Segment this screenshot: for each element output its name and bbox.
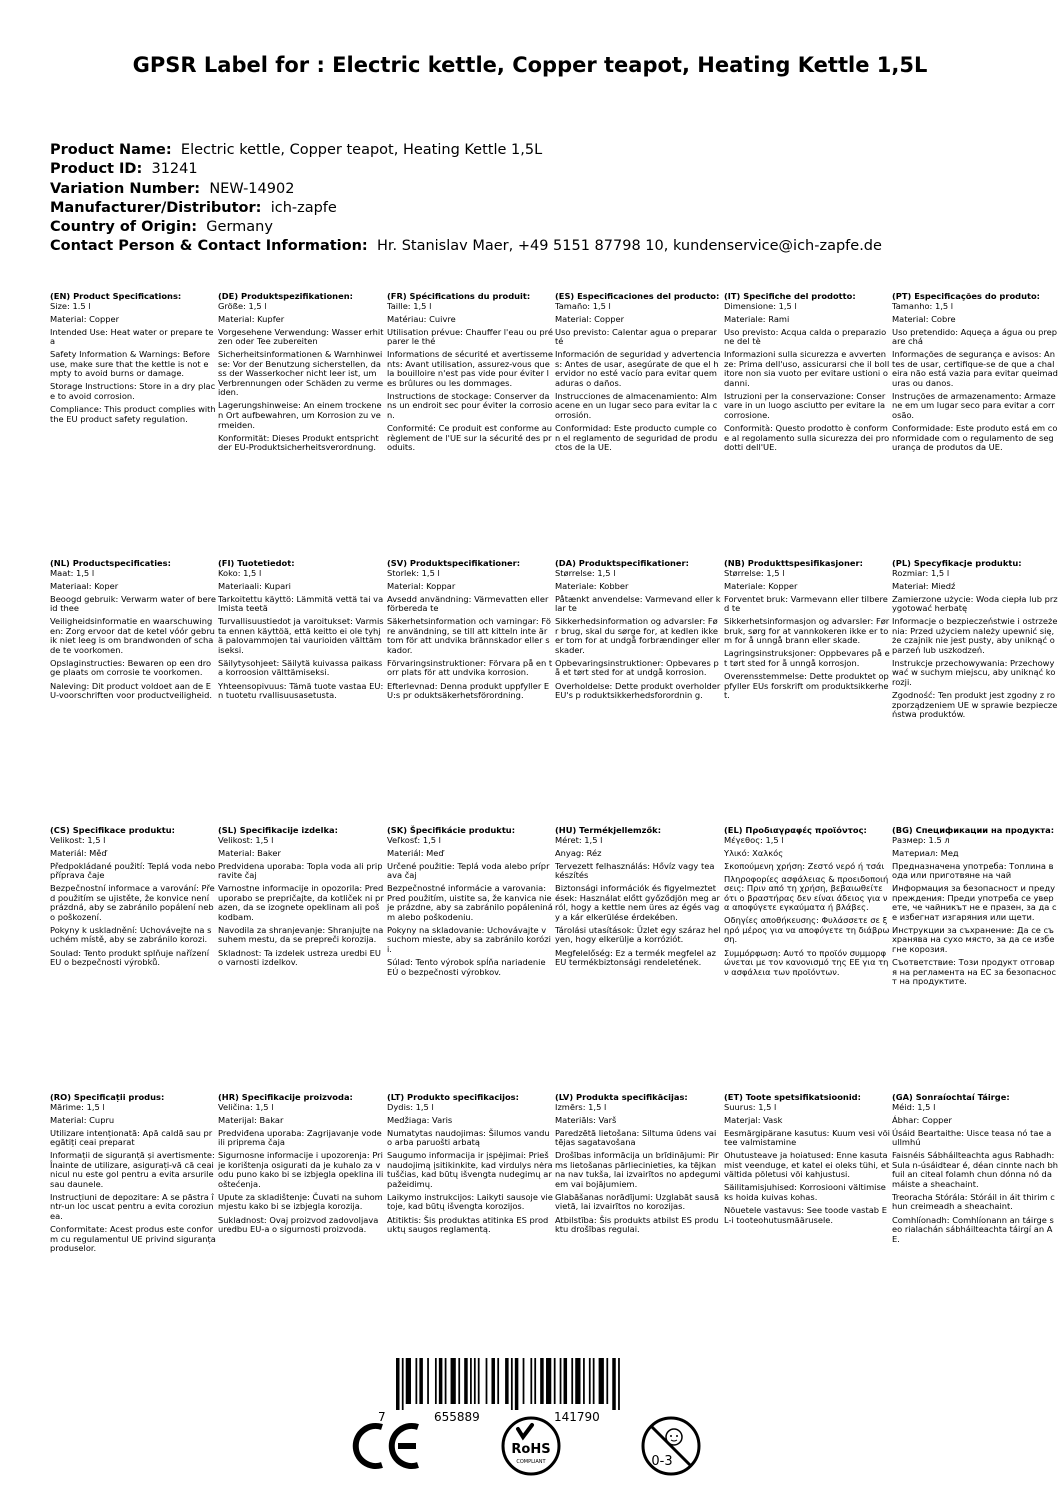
spec-heading: (DE) Produktspezifikationen: [218,291,353,301]
spec-line: Tárolási utasítások: Üzlet egy száraz helyen, hogy elkerülje a korróziót. [555,924,721,945]
spec-line: Съответствие: Този продукт отговаря на регламента на ЕС за безопасност на продуктите. [892,957,1057,987]
spec-block [724,826,890,977]
spec-line: Materiale: Rami [724,313,790,324]
barcode-bar [491,1358,495,1404]
spec-line: Matériau: Cuivre [387,313,456,324]
barcode-bar [396,1358,400,1410]
spec-line: Οδηγίες αποθήκευσης: Φυλάσσετε σε ξηρό μέρος για να αποφύγετε τη διάβρωση. [724,915,890,945]
barcode-bar [593,1358,595,1404]
spec-line: Tervezett felhasználás: Hővíz vagy tea készítés [555,860,715,881]
spec-block [218,559,384,701]
spec-block [50,559,216,701]
spec-line: Megfelelőség: Ez a termék megfelel az EU termékbiztonsági rendeletének. [555,947,716,968]
spec-line: Yhteensopivuus: Tämä tuote vastaa EU:n tuotetu rvallisuusasetusta. [218,680,384,701]
spec-line: Suurus: 1,5 l [724,1101,777,1112]
spec-line: Dydis: 1,5 l [387,1101,434,1112]
spec-heading: (SL) Specifikacije izdelka: [218,825,338,835]
spec-line: Materijal: Bakar [218,1114,284,1125]
info-row-country [50,218,1050,237]
barcode-bar [464,1358,468,1404]
spec-line: Pokyny na skladovanie: Uchovávajte v suchom mieste, aby sa zabránilo korózii. [387,924,551,955]
barcode-bar [439,1358,443,1404]
spec-line: Tamanho: 1,5 l [892,300,954,311]
barcode-bar [451,1358,456,1404]
barcode-bar [419,1358,423,1404]
barcode-bar [583,1358,585,1404]
spec-line: Material: Kupfer [218,313,285,324]
info-value: Germany [206,219,273,236]
spec-line: Biztonsági információk és figyelmeztetések: Használat előtt győződjön meg arról, hogy a kettle nem üres az égés vagy a kár elkerülése érdekében. [555,883,720,922]
barcode-bar [470,1358,472,1404]
barcode-bar [523,1358,525,1404]
spec-line: Varnostne informacije in opozorila: Pred uporabo se prepričajte, da kotliček ni prazen, da se izognete opeklinam ali poškodbam. [218,883,384,922]
spec-heading: (RO) Specificații produs: [50,1092,165,1102]
spec-line: Informações de segurança e avisos: Antes de usar, certifique-se de que a chaleira não está vazia para evitar queimaduras ou danos. [892,349,1058,388]
spec-block [892,559,1058,720]
spec-line: Forventet bruk: Varmevann eller tilbered te [724,593,888,614]
spec-block [892,826,1058,987]
spec-block [724,292,890,453]
spec-heading: (PT) Especificações do produto: [892,291,1040,301]
barcode-bar [530,1358,532,1404]
spec-line: Conformidade: Este produto está em conformidade com o regulamento de segurança de produtos da UE. [892,423,1058,453]
spec-block [892,1093,1058,1244]
barcode-bar [618,1358,620,1410]
spec-line: Předpokládané použití: Teplá voda nebo příprava čaje [50,860,216,881]
spec-line: Instrucțiuni de depozitare: A se păstra într-un loc uscat pentru a evita coroziunea. [50,1191,214,1222]
spec-line: Συμμόρφωση: Αυτό το προϊόν συμμορφώνεται με τον κανονισμό της ΕΕ για την ασφάλεια των προϊόντων. [724,947,889,977]
barcode-bar [571,1358,573,1404]
spec-line: Úsáid Beartaithe: Uisce teasa nó tae a ullmhú [892,1127,1052,1148]
spec-line: Beoogd gebruik: Verwarm water of bereid thee [50,593,216,614]
info-row-contact [50,237,1050,256]
spec-line: Materiál: Měď [50,847,107,858]
spec-line: Intended Use: Heat water or prepare tea [50,326,214,347]
barcode-bar [554,1358,556,1404]
spec-line: Utilisation prévue: Chauffer l'eau ou préparer le thé [387,326,553,347]
barcode-bar [575,1358,580,1404]
info-label: Product ID: [50,161,143,178]
ce-mark-icon [352,1421,422,1471]
barcode-bar [534,1358,536,1404]
barcode-digits-left: 655889 [434,1410,480,1424]
barcode-bar [560,1358,562,1404]
spec-line: Comhlíonadh: Comhlíonann an táirge seo rialachán sábháilteachta táirgí an AE. [892,1214,1054,1244]
spec-line: Méid: 1,5 l [892,1101,936,1112]
spec-heading: (SK) Špecifikácie produktu: [387,825,516,835]
spec-line: Méret: 1,5 l [555,834,603,845]
spec-block [50,1093,216,1254]
spec-line: Instructions de stockage: Conserver dans un endroit sec pour éviter la corrosion. [387,390,553,421]
spec-block [218,1093,384,1235]
spec-line: Koko: 1,5 l [218,567,262,578]
spec-line: Materiaali: Kupari [218,580,291,591]
spec-heading: (SV) Produktspecifikationer: [387,558,521,568]
spec-line: Size: 1.5 l [50,300,91,311]
spec-line: Eesmärgipärane kasutus: Kuum vesi või tee valmistamine [724,1127,890,1148]
spec-line: Upute za skladištenje: Čuvati na suhom mjestu kako bi se izbjegla korozija. [218,1191,383,1212]
barcode-bar [589,1358,591,1404]
spec-line: Utilizare intenționată: Apă caldă sau pregătiți ceai preparat [50,1127,213,1148]
spec-line: Materiāls: Varš [555,1114,617,1125]
barcode-bar [406,1358,411,1404]
spec-line: Предназначена употреба: Топлина вода или приготвяне на чай [892,860,1054,881]
spec-block [387,826,553,977]
spec-line: Overholdelse: Dette produkt overholder EU's p roduktsikkerhedsforordnin g. [555,680,721,701]
spec-block [555,292,721,453]
barcode-bar [486,1358,488,1404]
spec-line: Ohutusteave ja hoiatused: Enne kasutamist veenduge, et katel ei oleks tühi, et vältida põletusi või kahjustusi. [724,1150,890,1180]
rohs-compliant-icon [500,1415,562,1477]
spec-heading: (NL) Productspecificaties: [50,558,171,568]
info-value: 31241 [151,161,198,178]
spec-line: Tarkoitettu käyttö: Lämmitä vettä tai valmista teetä [218,593,384,614]
spec-line: Taille: 1,5 l [387,300,432,311]
spec-heading: (IT) Specifiche del prodotto: [724,291,856,301]
barcode-bar [474,1358,476,1404]
barcode-digits-right: 141790 [554,1410,600,1424]
spec-line: Sigurnosne informacije i upozorenja: Prije korištenja osigurati da je kuhalo za vodu puno kako bi se izbjegla opeklina ili oštećenja. [218,1150,384,1189]
spec-line: Materjal: Vask [724,1114,783,1125]
info-row-variation-number [50,180,1050,199]
spec-line: Säilytysohjeet: Säilytä kuivassa paikassa korroosion välttämiseksi. [218,657,383,678]
spec-line: Πληροφορίες ασφάλειας & προειδοποιήσεις: Πριν από τη χρήση, βεβαιωθείτε ότι ο βραστήρας δεν είναι άδειος για να αποφύγετε εγκαύματα ή βλάβες. [724,873,889,913]
spec-line: Conformidad: Este producto cumple con el reglamento de seguridad de productos de la UE. [555,423,718,453]
spec-line: Bezpečnostní informace a varování: Před použitím se ujistěte, že konvice není prázdná, aby se zabránilo popálení nebo poškození. [50,883,215,922]
info-label: Country of Origin: [50,219,198,236]
spec-line: Navodila za shranjevanje: Shranjujte na suhem mestu, da se prepreči korozija. [218,924,384,945]
spec-heading: (DA) Produktspecifikationer: [555,558,689,568]
spec-block [218,826,384,968]
spec-line: Informazioni sulla sicurezza e avvertenze: Prima dell'uso, assicurarsi che il bollitore non sia vuoto per evitare ustioni o danni. [724,349,890,388]
barcode-bar [606,1358,608,1404]
spec-heading: (LV) Produkta specifikācijas: [555,1092,688,1102]
spec-line: Skladnost: Ta izdelek ustreza uredbi EU o varnosti izdelkov. [218,947,381,968]
spec-line: Zamierzone użycie: Woda ciepła lub przygotować herbatę [892,593,1058,614]
info-value: Electric kettle, Copper teapot, Heating Kettle 1,5L [180,142,543,158]
spec-line: Zgodność: Ten produkt jest zgodny z rozporządzeniem UE w sprawie bezpieczeństwa produktów. [892,690,1058,720]
spec-heading: (EL) Προδιαγραφές προϊόντος: [724,825,867,835]
spec-block [724,559,890,701]
spec-line: Atbilstība: Šis produkts atbilst ES produktu drošības regulai. [555,1214,719,1235]
spec-line: Sikkerhetsinformasjon og advarsler: Før bruk, sørg for at vannkokeren ikke er tom for å unngå brann eller skade. [724,616,890,646]
spec-heading: (EN) Product Specifications: [50,291,182,301]
spec-line: Efterlevnad: Denna produkt uppfyller EU:s pr oduktsäkerhetsförordning. [387,680,550,701]
spec-line: Materiaal: Koper [50,580,119,591]
spec-line: Informations de sécurité et avertissements: Avant utilisation, assurez-vous que la bouilloire n'est pas vide pour éviter les brûlures ou les dommages. [387,349,553,388]
spec-line: Drošības informācija un brīdinājumi: Pirms lietošanas pārliecinieties, ka tējkanna nav tukša, lai izvairītos no apdegumiem vai bojājumiem. [555,1150,721,1189]
spec-line: Izmērs: 1,5 l [555,1101,607,1112]
spec-line: Instrucciones de almacenamiento: Almacene en un lugar seco para evitar la corrosión. [555,390,718,421]
product-info [50,141,1050,257]
barcode-bar [415,1358,417,1404]
spec-heading: (PL) Specyfikacje produktu: [892,558,1022,568]
spec-block [50,292,216,424]
spec-line: Instruções de armazenamento: Armazene em um lugar seco para evitar a corrosão. [892,390,1056,421]
spec-line: Glabāšanas norādījumi: Uzglabāt sausā vietā, lai izvairītos no korozijas. [555,1191,720,1212]
spec-block [387,292,553,453]
spec-block [387,1093,553,1235]
spec-line: Soulad: Tento produkt splňuje nařízení EU o bezpečnosti výrobků. [50,947,210,968]
spec-line: Uso pretendido: Aqueça a água ou prepare chá [892,326,1058,347]
spec-line: Velikost: 1,5 l [50,834,106,845]
spec-line: Materiál: Meď [387,847,444,858]
spec-line: Storlek: 1,5 l [387,567,440,578]
spec-line: Material: Cobre [892,313,956,324]
barcode-bar [427,1358,429,1404]
rohs-label: RoHS [511,1442,551,1457]
spec-block [892,292,1058,453]
spec-line: Numatytas naudojimas: Šilumos vanduo arba paruošti arbatą [387,1127,550,1148]
spec-line: Material: Baker [218,847,281,858]
spec-line: Saugumo informacija ir įspėjimai: Prieš naudojimą įsitikinkite, kad virdulys nėra tuščias, kad būtų išvengta nudegimų ar pažeidimų. [387,1150,553,1189]
barcode-bar [478,1358,480,1404]
spec-line: Información de seguridad y advertencias: Antes de usar, asegúrate de que el hervidor no esté vacío para evitar quemaduras o daños. [555,349,721,388]
spec-line: Nõuetele vastavus: See toode vastab EL-i tooteohutusmäärusele. [724,1204,887,1225]
spec-line: Medžiaga: Varis [387,1114,453,1125]
spec-line: Materiale: Kobber [555,580,629,591]
spec-line: Informații de siguranță și avertismente: Înainte de utilizare, asigurați-vă că ceainicul nu este gol pentru a evita arsurile sau daunele. [50,1150,215,1189]
spec-line: Určené použitie: Teplá voda alebo príprava čaj [387,860,550,881]
spec-line: Treoracha Stórála: Stóráil in áit thirim chun creimeadh a sheachaint. [892,1191,1055,1212]
barcode-bar [445,1358,447,1404]
spec-line: Υλικό: Χαλκός [724,847,784,858]
spec-line: Размер: 1.5 л [892,834,950,845]
info-label: Product Name: [50,142,172,158]
spec-line: Sikkerhedsinformation og advarsler: Før brug, skal du sørge for, at kedlen ikke er tom for at undgå forbrændinger eller skader. [555,616,720,655]
spec-line: Mărime: 1,5 l [50,1101,105,1112]
barcode-bar [599,1358,604,1404]
info-row-product-name [50,141,1050,160]
spec-line: Veiligheidsinformatie en waarschuwingen: Zorg ervoor dat de ketel vóór gebruik niet leeg is om brandwonden of schade te voorkomen. [50,616,215,655]
spec-line: Predviđena uporaba: Zagrijavanje vode ili priprema čaja [218,1127,382,1148]
age-label: 0-3 [651,1454,673,1469]
spec-heading: (FI) Tuotetiedot: [218,558,295,568]
info-label: Contact Person & Contact Information: [50,238,368,255]
spec-line: Avsedd användning: Värmevatten eller förbereda te [387,593,549,614]
barcode-bar [505,1358,509,1404]
spec-heading: (BG) Спецификации на продукта: [892,825,1055,835]
barcode-bar [511,1358,513,1410]
spec-line: Lagerungshinweise: An einem trockenen Ort aufbewahren, um Korrosion zu vermeiden. [218,400,382,430]
spec-line: Instrukcje przechowywania: Przechowywać w suchym miejscu, aby uniknąć korozji. [892,657,1056,688]
spec-line: Safety Information & Warnings: Before use, make sure that the kettle is not empty to avoid burns or damage. [50,349,210,379]
spec-block [50,826,216,968]
spec-line: Информация за безопасност и предупреждения: Преди употреба се уверете, че чайникът не е празен, за да се избегнат изгаряния или щети. [892,883,1057,922]
spec-line: Turvallisuustiedot ja varoitukset: Varmista ennen käyttöä, että keitto ei ole tyhjä palovammojen tai vaurioiden välttämiseksi. [218,616,384,655]
spec-line: Overensstemmelse: Dette produktet oppfyller EUs forskrift om produktsikkerhet. [724,670,889,701]
spec-line: Säilitamisjuhised: Korrosiooni vältimiseks hoida kuivas kohas. [724,1182,886,1202]
spec-line: Atitiktis: Šis produktas atitinka ES produktų saugos reglamentą. [387,1214,549,1235]
spec-line: Conformitate: Acest produs este conform cu regulamentul UE privind siguranța produselor. [50,1224,216,1254]
spec-line: Opslaginstructies: Bewaren op een droge plaats om corrosie te voorkomen. [50,657,212,678]
spec-line: Lagringsinstruksjoner: Oppbevares på et tørt sted for å unngå korrosjon. [724,648,890,668]
spec-line: Istruzioni per la conservazione: Conservare in un luogo asciutto per evitare la corrosione. [724,390,886,421]
spec-line: Maat: 1,5 l [50,567,95,578]
spec-line: Veľkosť: 1,5 l [387,834,441,845]
spec-block [555,826,721,968]
spec-heading: (FR) Spécifications du produit: [387,291,531,301]
spec-line: Predvidena uporaba: Topla voda ali pripravite čaj [218,860,383,881]
spec-block [218,292,384,453]
spec-line: Uso previsto: Acqua calda o preparazione del tè [724,326,887,347]
spec-line: Förvaringsinstruktioner: Förvara på en torr plats för att undvika korrosion. [387,657,553,678]
spec-line: Storage Instructions: Store in a dry place to avoid corrosion. [50,381,216,401]
spec-line: Materiał: Miedź [892,580,956,591]
spec-heading: (GA) Sonraíochtaí Táirge: [892,1092,1010,1102]
spec-block [555,559,721,701]
spec-line: Pokyny k uskladnění: Uchovávejte na suchém místě, aby se zabránilo korozi. [50,924,212,945]
spec-line: Σκοπούμενη χρήση: Ζεστό νερό ή τσάι [724,860,885,871]
spec-heading: (LT) Produkto specifikacijos: [387,1092,519,1102]
rohs-sub-label: COMPLIANT [516,1459,546,1465]
spec-line: Paredzētā lietošana: Siltuma ūdens vai tējas sagatavošana [555,1127,717,1148]
spec-line: Informacje o bezpieczeństwie i ostrzeżenia: Przed użyciem należy upewnić się, że czajnik nie jest pusty, aby uniknąć oparzeń lub uszkodzeń. [892,616,1058,655]
spec-block [387,559,553,701]
info-value: Hr. Stanislav Maer, +49 5151 87798 10, kundenservice@ich-zapfe.de [376,238,882,255]
barcode-bar [546,1358,551,1404]
spec-line: Sicherheitsinformationen & Warnhinweise: Vor der Benutzung sicherstellen, dass der Wasserkocher nicht leer ist, um Verbrennungen oder Schäden zu vermeiden. [218,349,384,398]
spec-block [724,1093,890,1225]
barcode-digit-first: 7 [378,1410,386,1424]
spec-line: Bezpečnostné informácie a varovania: Pred použitím, uistite sa, že kanvica nie je prázdne, aby sa zabránilo popáleninám alebo poškodeniu. [387,883,553,922]
barcode-bar [515,1358,519,1410]
spec-line: Påtænkt anvendelse: Varmevand eller klar te [555,593,721,614]
spec-line: Материал: Мед [892,847,959,858]
barcode-bar [540,1358,544,1404]
info-value: NEW-14902 [209,180,295,197]
info-label: Manufacturer/Distributor: [50,199,262,216]
barcode-bar [564,1358,568,1404]
spec-line: Laikymo instrukcijos: Laikyti sausoje vietoje, kad būtų išvengta korozijos. [387,1191,553,1212]
page-title: GPSR Label for : Electric kettle, Copper teapot, Heating Kettle 1,5L [132,53,928,77]
spec-line: Opbevaringsinstruktioner: Opbevares på et tørt sted for at undgå korrosion. [555,657,719,678]
spec-heading: (ET) Toote spetsifikatsioonid: [724,1092,861,1102]
spec-line: Material: Cupru [50,1114,115,1125]
spec-line: Conformità: Questo prodotto è conforme al regolamento sulla sicurezza dei prodotti dell'UE. [724,423,890,453]
compliance-icons [0,1415,1061,1495]
spec-heading: (CS) Specifikace produktu: [50,825,175,835]
info-label: Variation Number: [50,180,201,197]
spec-line: Anyag: Réz [555,847,602,858]
spec-heading: (HR) Specifikacije proizvoda: [218,1092,353,1102]
spec-line: Größe: 1,5 l [218,300,267,311]
spec-block [555,1093,721,1235]
spec-line: Dimensione: 1,5 l [724,300,797,311]
spec-line: Ábhar: Copper [892,1114,952,1125]
spec-line: Velikost: 1,5 l [218,834,274,845]
spec-line: Størrelse: 1,5 l [724,567,785,578]
spec-line: Naleving: Dit product voldoet aan de EU-voorschriften voor productveiligheid. [50,680,212,701]
spec-line: Material: Koppar [387,580,456,591]
spec-line: Μέγεθος: 1,5 l [724,834,784,845]
not-for-children-0-3-icon [640,1415,702,1477]
spec-line: Vorgesehene Verwendung: Wasser erhitzen oder Tee zubereiten [218,326,384,347]
spec-line: Säkerhetsinformation och varningar: Före användning, se till att kitteln inte är tom för att undvika brännskador eller skador. [387,616,551,655]
spec-line: Tamaño: 1,5 l [555,300,611,311]
spec-line: Veličina: 1,5 l [218,1101,274,1112]
barcode-bar [612,1358,616,1410]
info-value: ich-zapfe [270,199,337,216]
barcode-bar [435,1358,437,1404]
spec-line: Rozmiar: 1,5 l [892,567,950,578]
barcode-bar [402,1358,404,1410]
barcode-bars [396,1358,622,1410]
spec-line: Material: Copper [555,313,625,324]
spec-line: Konformität: Dieses Produkt entspricht der EU-Produktsicherheitsverordnung. [218,432,379,453]
spec-line: Material: Copper [50,313,120,324]
barcode-bar [497,1358,499,1404]
spec-heading: (ES) Especificaciones del producto: [555,291,720,301]
spec-line: Faisnéis Sábháilteachta agus Rabhadh: Sula n-úsáidtear é, déan cinnte nach bhfuil an citeal folamh chun dónna nó damáiste a sheachaint. [892,1150,1058,1189]
spec-line: Uso previsto: Calentar agua o preparar té [555,326,717,347]
info-row-manufacturer [50,199,1050,218]
info-row-product-id [50,160,1050,179]
spec-line: Инструкции за съхранение: Да се съхранява на сухо място, за да се избегне корозия. [892,924,1055,955]
spec-line: Súlad: Tento výrobok spĺňa nariadenie EÚ o bezpečnosti výrobkov. [387,957,546,977]
spec-heading: (NB) Produkttspesifikasjoner: [724,558,863,568]
spec-line: Compliance: This product complies with the EU product safety regulation. [50,403,216,424]
barcode-bar [458,1358,460,1404]
spec-line: Størrelse: 1,5 l [555,567,616,578]
spec-line: Conformité: Ce produit est conforme au règlement de l'UE sur la sécurité des produits. [387,423,553,453]
spec-line: Sukladnost: Ovaj proizvod zadovoljava uredbu EU-a o sigurnosti proizvoda. [218,1214,379,1235]
spec-line: Materiale: Kopper [724,580,798,591]
spec-heading: (HU) Termékjellemzők: [555,825,662,835]
